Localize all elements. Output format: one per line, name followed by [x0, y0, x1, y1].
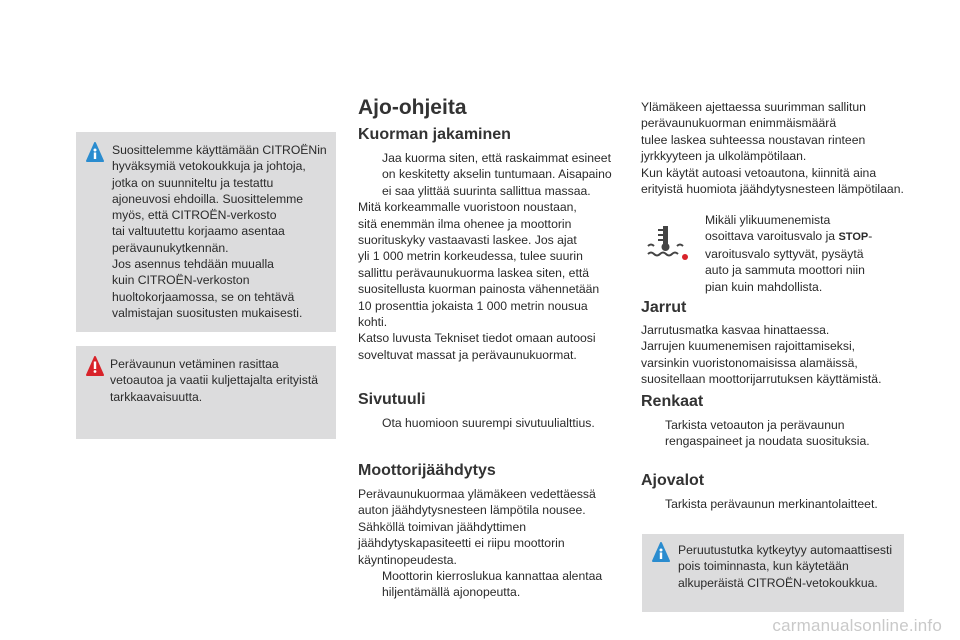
- text-line: tarkkaavaisuutta.: [110, 389, 203, 404]
- text-line: Tarkista vetoauton ja perävaunun: [665, 418, 845, 432]
- text-line: Kun käytät autoasi vetoautona, kiinnitä aina: [641, 165, 877, 180]
- text-line: pian kuin mahdollista.: [705, 279, 823, 294]
- bullet-text: Ota huomioon suurempi sivutuulialttius.: [382, 416, 595, 430]
- heading-jarrut: Jarrut: [641, 299, 687, 316]
- text-line: perävaunukuorman enimmäismäärä: [641, 116, 837, 131]
- text-line: kuin CITROËN-verkoston: [112, 273, 250, 288]
- text-line: jotka on suunniteltu ja testattu: [112, 175, 274, 190]
- text-line: ajoneuvosi ehdoilla. Suosittelemme: [112, 191, 304, 206]
- bullet-text: Tarkista perävaunun merkinantolaitteet.: [665, 497, 878, 511]
- text-line: Mitä korkeammalle vuoristoon noustaan,: [358, 200, 577, 215]
- page-title: Ajo-ohjeita: [358, 96, 467, 119]
- warning-box-text: [110, 356, 328, 405]
- text-line: kohti.: [358, 315, 388, 330]
- text-line: pois toiminnasta, kun käytetään: [678, 559, 849, 574]
- bullet-item: [358, 415, 623, 431]
- text-line: suositellusta kuorman painosta vähennetään: [358, 282, 600, 297]
- stop-label: STOP: [838, 231, 869, 244]
- text-line: Peruutustutka kytkeytyy automaattisesti: [678, 543, 893, 557]
- heading-sivutuuli: Sivutuuli: [358, 391, 426, 408]
- paragraph: [358, 199, 623, 363]
- text-line: varoitusvalo syttyvät, pysäytä: [705, 246, 864, 261]
- text-line: ei saa ylittää suurinta sallittua massaa.: [382, 183, 591, 198]
- bullet-item: [681, 212, 931, 295]
- temp-line-1: Mikäli ylikuumenemista: [705, 213, 831, 227]
- section-renkaat: [641, 417, 931, 450]
- text-line: rengaspaineet ja noudata suosituksia.: [665, 434, 870, 449]
- info-icon: [86, 142, 104, 162]
- text-line: Jos asennus tehdään muualla: [112, 257, 274, 272]
- bullet-item: [358, 568, 623, 601]
- paragraph-jarrut: [641, 322, 931, 388]
- bullet-item: [358, 150, 623, 199]
- warning-icon: [86, 356, 104, 376]
- text-line: alkuperäistä CITROËN-vetokoukkua.: [678, 575, 878, 590]
- text-line: 10 prosenttia jokaista 1 000 metrin nousua: [358, 298, 588, 313]
- text-line: jäähdytyskapasiteetti ei riipu moottorin: [358, 536, 565, 551]
- text-line: varsinkin vuoristonomaisissa alamäissä,: [641, 355, 858, 370]
- info-box-towbar: [76, 132, 336, 332]
- temp-rest-lines: [705, 246, 931, 295]
- text-line: Jaa kuorma siten, että raskaimmat esineet: [382, 151, 611, 165]
- bullet-text: [665, 417, 931, 450]
- text-line: Moottorin kierroslukua kannattaa alentaa: [382, 569, 603, 584]
- text-line: auto ja sammuta moottori niin: [705, 263, 865, 278]
- heading-renkaat: Renkaat: [641, 393, 704, 410]
- heading-ajovalot: Ajovalot: [641, 472, 705, 489]
- text-line: Perävaunun vetäminen rasittaa: [110, 357, 279, 371]
- text-line: on keskitetty akselin tuntumaan. Aisapaino: [382, 167, 612, 182]
- bullet-text: [382, 568, 623, 601]
- temp-line-2: [705, 228, 931, 245]
- text-line: Sähköllä toimivan jäähdyttimen: [358, 519, 527, 534]
- section-ajovalot: [641, 496, 931, 512]
- info-box-text: [678, 542, 898, 591]
- text-line: Ylämäkeen ajettaessa suurimman sallitun: [641, 100, 866, 114]
- warning-box-towing: [76, 346, 336, 439]
- bullet-text: [382, 150, 623, 199]
- text-line: yli 1 000 metrin korkeudessa, tulee suurin: [358, 249, 583, 264]
- text-line: hiljentämällä ajonopeutta.: [382, 585, 521, 600]
- text-line: Perävaunukuormaa ylämäkeen vedettäessä: [358, 487, 596, 501]
- text-line: valmistajan suositusten mukaisesti.: [112, 305, 303, 320]
- info-box-text: [112, 142, 328, 321]
- heading-kuorman: Kuorman jakaminen: [358, 126, 511, 143]
- text-line: myös, että CITROËN-verkosto: [112, 208, 277, 223]
- text-line: suositellaan moottorijarrutuksen käyttämistä.: [641, 372, 882, 387]
- watermark: carmanualsonline.info: [772, 616, 942, 635]
- section-sivutuuli: [358, 415, 623, 431]
- bullet-item: [641, 496, 931, 512]
- text-line: sitä enemmän ilma ohenee ja moottorin: [358, 216, 572, 231]
- paragraph-ylamaki: [641, 99, 931, 197]
- temp-line-2-end: -: [868, 229, 873, 244]
- section-temp-warning: [681, 212, 931, 295]
- section-kuorman: [358, 150, 623, 363]
- text-line: Suosittelemme käyttämään CITROËNin: [112, 143, 327, 157]
- text-line: tulee laskea suhteessa noustavan rinteen: [641, 132, 866, 147]
- text-line: Jarrujen kuumenemisen rajoittamiseksi,: [641, 339, 856, 354]
- text-line: perävaunukytkennän.: [112, 240, 229, 255]
- text-line: vetoautoa ja vaatii kuljettajalta erityistä: [110, 373, 318, 388]
- text-line: jyrkkyyteen ja ulkolämpötilaan.: [641, 149, 807, 164]
- text-line: Katso luvusta Tekniset tiedot omaan autoosi: [358, 331, 596, 346]
- text-line: käyntinopeudesta.: [358, 552, 457, 567]
- text-line: auton jäähdytysnesteen lämpötila nousee.: [358, 503, 586, 518]
- text-line: hyväksymiä vetokoukkuja ja johtoja,: [112, 159, 306, 174]
- bullet-item: [641, 417, 931, 450]
- text-line: soveltuvat massat ja perävaunukuormat.: [358, 347, 577, 362]
- text-line: Jarrutusmatka kasvaa hinattaessa.: [641, 323, 830, 337]
- text-line: suorituskyky vastaavasti laskee. Jos ajat: [358, 233, 577, 248]
- text-line: erityistä huomiota jäähdytysnesteen lämpötilaan.: [641, 182, 904, 197]
- info-box-parking-sensor: [642, 534, 904, 612]
- info-icon: [652, 542, 670, 562]
- temp-line-2-text: osoittava varoitusvalo ja: [705, 229, 839, 244]
- paragraph: [358, 486, 623, 568]
- text-line: huoltokorjaamossa, se on tehtävä: [112, 289, 295, 304]
- section-moottori: [358, 486, 623, 601]
- heading-moottori: Moottorijäähdytys: [358, 462, 496, 479]
- text-line: tai valtuutettu korjaamo asentaa: [112, 224, 285, 239]
- text-line: sallittu perävaunukuorma laskea siten, että: [358, 265, 590, 280]
